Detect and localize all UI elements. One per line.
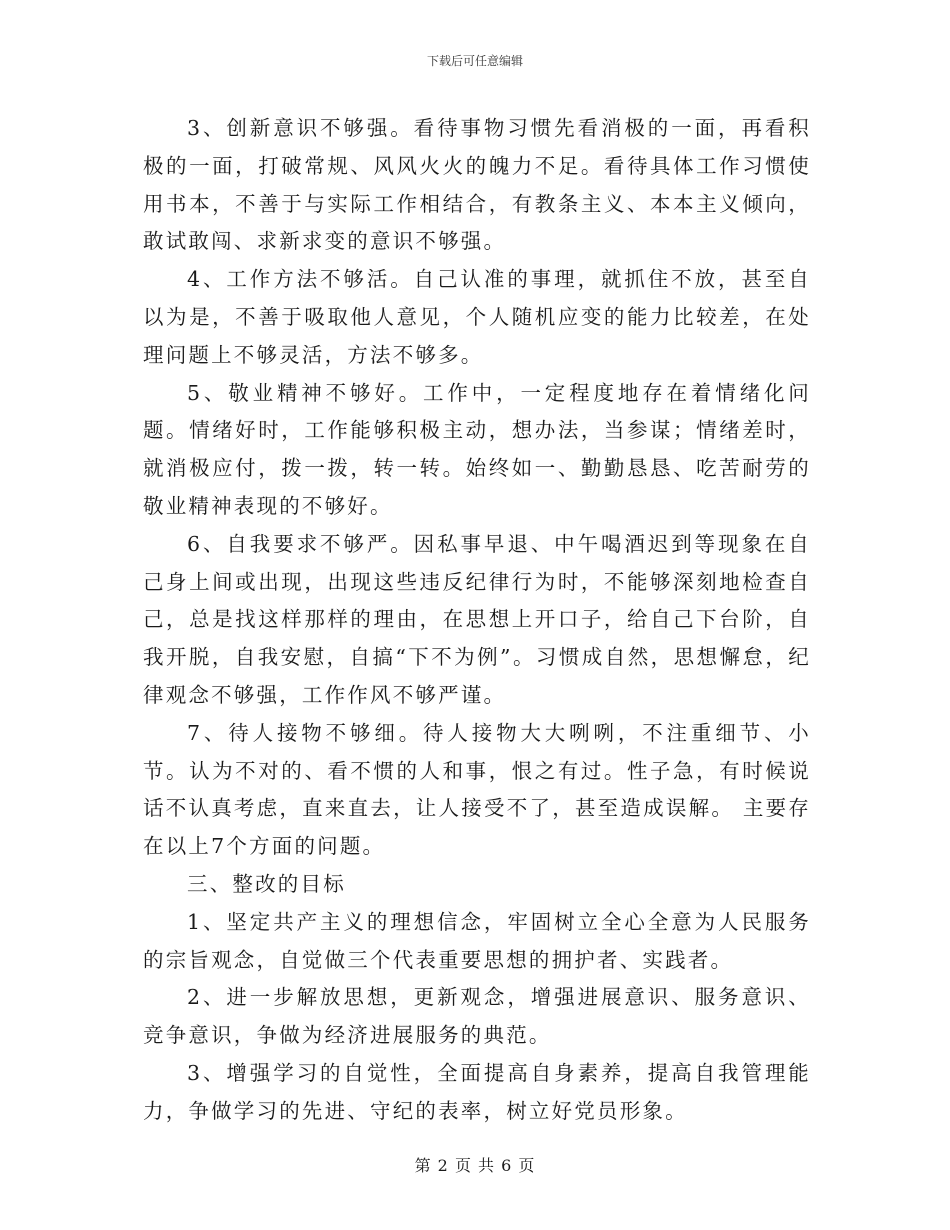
paragraph-goal-2: 2、进一步解放思想，更新观念，增强进展意识、服务意识、竞争意识，争做为经济进展服务的典范。 [143, 985, 811, 1048]
paragraph-goal-3: 3、增强学习的自觉性，全面提高自身素养，提高自我管理能力，争做学习的先进、守纪的表率，树立好党员形象。 [143, 1060, 811, 1123]
section-heading-rectification-goals: 三、整改的目标 [187, 871, 346, 896]
document-body [143, 110, 811, 1131]
paragraph-dedication: 5、敬业精神不够好。工作中，一定程度地存在着情绪化问题。情绪好时，工作能够积极主动，想办法，当参谋；情绪差时，就消极应付，拨一拨，转一转。始终如一、勤勤恳恳、吃苦耐劳的敬业精神表现的不够好。 [143, 380, 811, 518]
paragraph-work-method: 4、工作方法不够活。自己认准的事理，就抓住不放，甚至自以为是，不善于吸取他人意见，个人随机应变的能力比较差，在处理问题上不够灵活，方法不够多。 [143, 267, 811, 367]
page-header: 下载后可任意编辑 [426, 54, 523, 68]
paragraph-goal-1: 1、坚定共产主义的理想信念，牢固树立全心全意为人民服务的宗旨观念，自觉做三个代表重要思想的拥护者、实践者。 [143, 909, 811, 972]
page-number-footer: 第 2 页 共 6 页 [414, 1156, 536, 1175]
paragraph-interpersonal: 7、待人接物不够细。待人接物大大咧咧，不注重细节、小节。认为不对的、看不惯的人和事，恨之有过。性子急，有时候说话不认真考虑，直来直去，让人接受不了，甚至造成误解。 主要存在以上7个方面的问题。 [143, 720, 811, 859]
paragraph-innovation: 3、创新意识不够强。看待事物习惯先看消极的一面，再看积极的一面，打破常规、风风火火的魄力不足。看待具体工作习惯使用书本，不善于与实际工作相结合，有教条主义、本本主义倾向，敢试敢闯、求新求变的意识不够强。 [143, 116, 811, 254]
paragraph-self-discipline: 6、自我要求不够严。因私事早退、中午喝酒迟到等现象在自己身上间或出现，出现这些违反纪律行为时，不能够深刻地检查自己，总是找这样那样的理由，在思想上开口子，给自己下台阶，自我开脱，自我安慰，自搞“下不为例”。习惯成自然，思想懈怠，纪律观念不够强，工作作风不够严谨。 [143, 531, 811, 707]
